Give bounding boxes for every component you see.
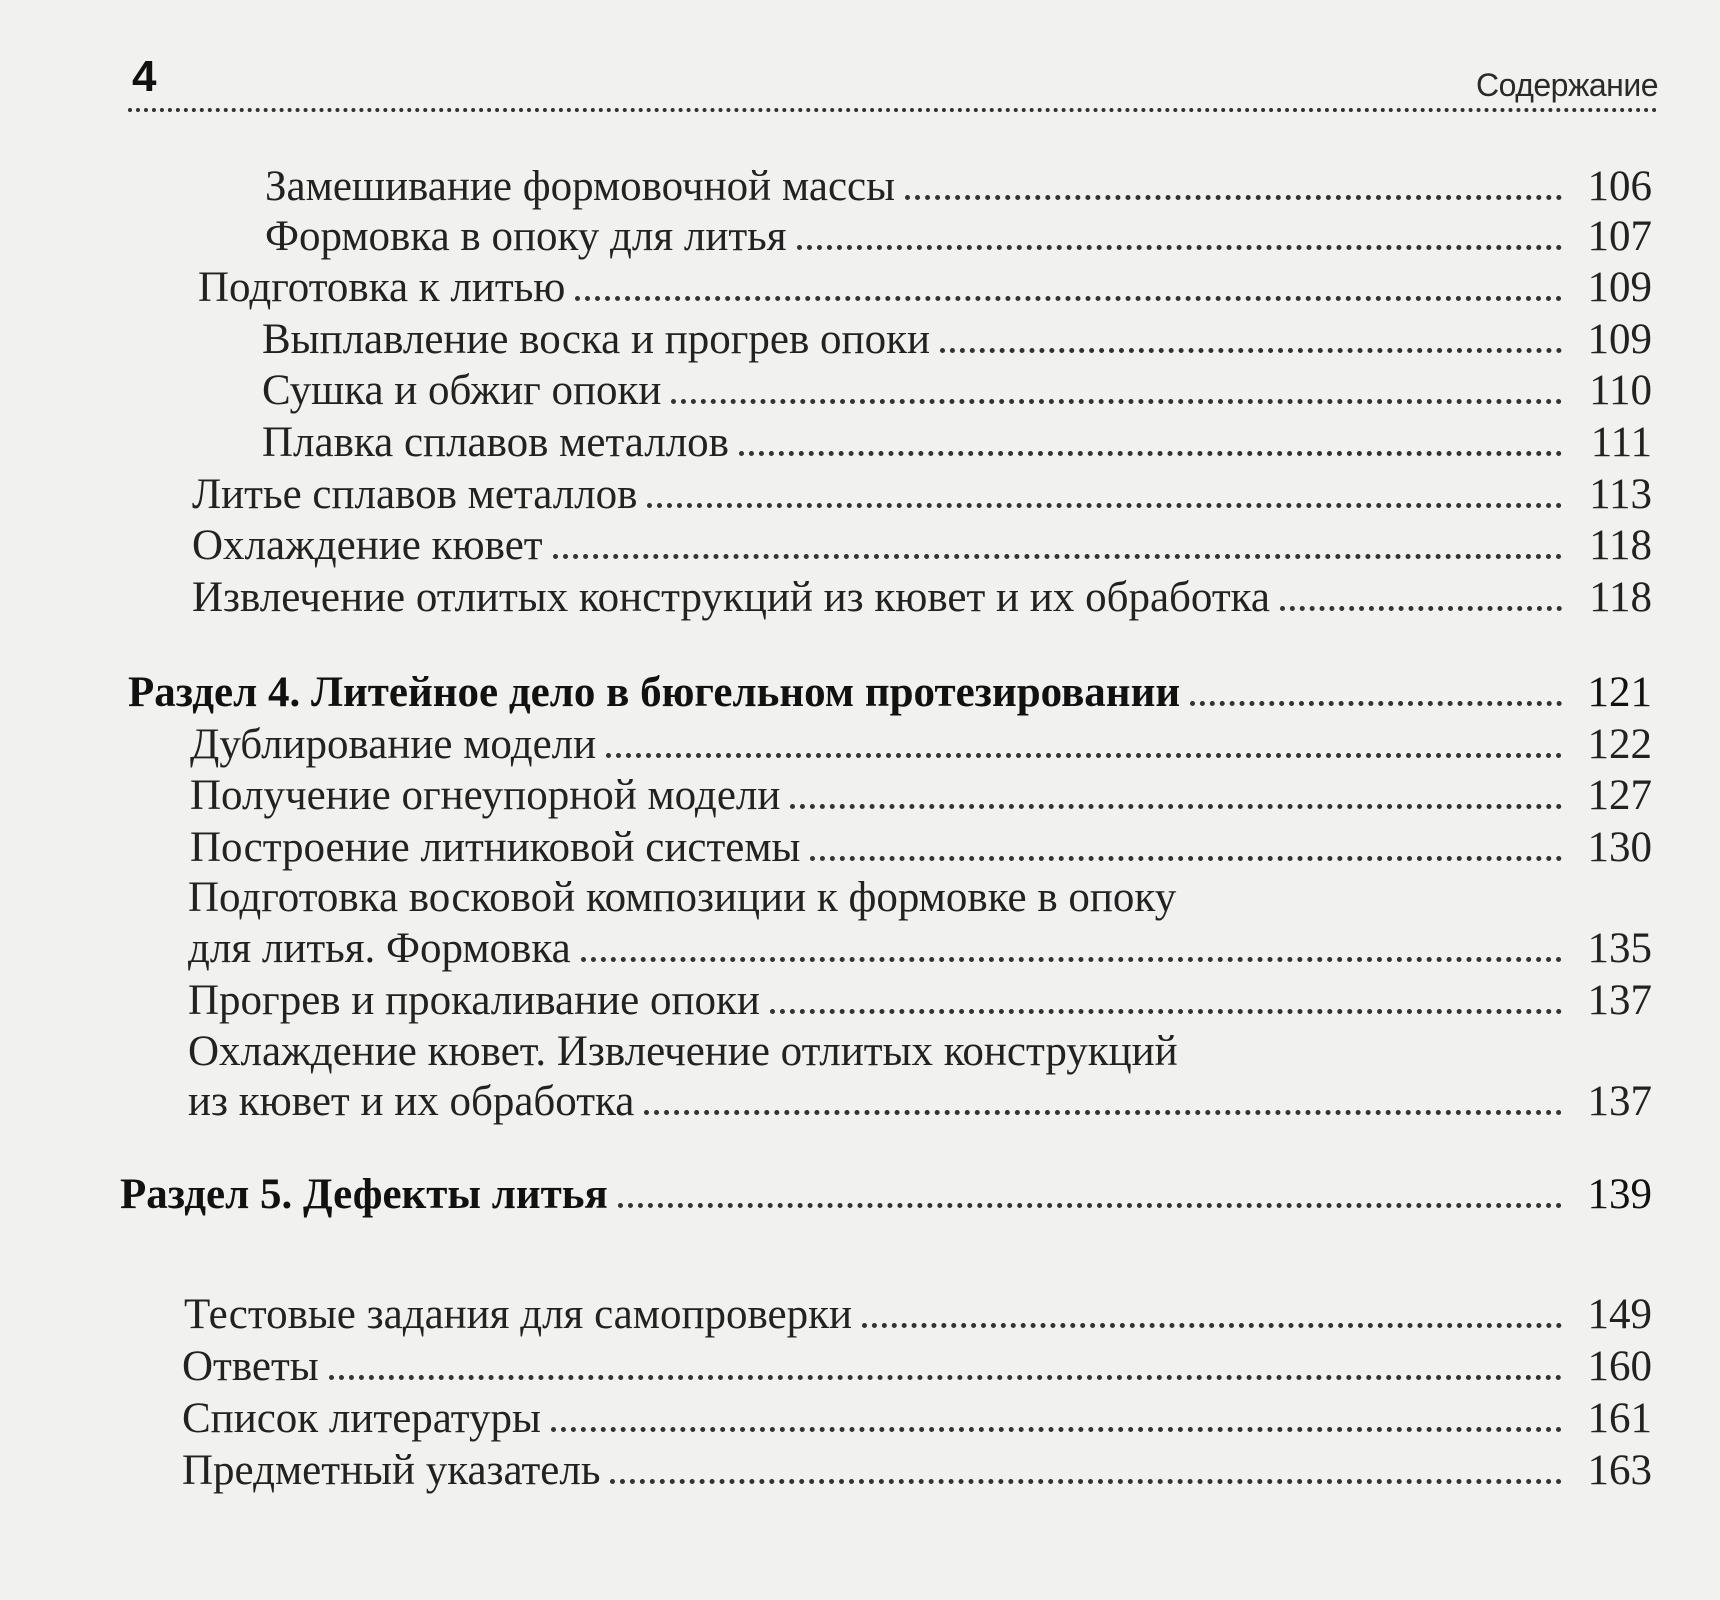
dot-leader xyxy=(790,804,1562,809)
toc-section-entry xyxy=(120,1170,1652,1220)
toc-entry xyxy=(188,1077,1652,1127)
dot-leader xyxy=(581,957,1562,962)
toc-entry-title-line1: Подготовка восковой композиции к формовке в опоку xyxy=(188,874,1177,921)
toc-entry xyxy=(262,366,1652,416)
dot-leader xyxy=(862,1323,1562,1328)
toc-entry-title: Тестовые задания для самопроверки xyxy=(184,1291,853,1338)
toc-entry-title-line2: из кювет и их обработка xyxy=(188,1078,635,1125)
toc-entry-title: Ответы xyxy=(182,1343,319,1390)
toc-entry-page: 163 xyxy=(1587,1447,1652,1494)
dot-leader xyxy=(329,1375,1562,1380)
dot-leader xyxy=(575,296,1562,301)
toc-entry xyxy=(182,1446,1652,1496)
toc-entry-title: Выплавление воска и прогрев опоки xyxy=(262,316,930,363)
toc-entry-title: Подготовка к литью xyxy=(198,264,566,311)
toc-entry-page: 113 xyxy=(1589,471,1652,518)
dot-leader xyxy=(553,554,1562,559)
toc-entry xyxy=(265,162,1652,212)
dot-leader xyxy=(606,753,1562,758)
toc-entry xyxy=(262,418,1652,468)
toc-entry-title: Литье сплавов металлов xyxy=(192,471,638,518)
toc-entry xyxy=(190,720,1652,770)
dot-leader xyxy=(1190,701,1562,706)
toc-entry-page: 149 xyxy=(1587,1291,1652,1338)
toc-entry-page: 111 xyxy=(1590,419,1652,466)
toc-entry xyxy=(184,1290,1652,1340)
toc-entry-page: 106 xyxy=(1587,163,1652,210)
dot-leader xyxy=(770,1009,1562,1014)
toc-entry-title: Замешивание формовочной массы xyxy=(265,163,896,210)
toc-section-entry xyxy=(128,668,1652,718)
toc-entry xyxy=(192,521,1652,571)
toc-entry-title: Список литературы xyxy=(182,1395,541,1442)
dot-leader xyxy=(940,348,1562,353)
toc-entry-title: Прогрев и прокаливание опоки xyxy=(188,977,760,1024)
dot-leader xyxy=(1280,606,1562,611)
toc-entry-title: Извлечение отлитых конструкций из кювет и их обработка xyxy=(192,574,1270,621)
toc-entry-title: Раздел 4. Литейное дело в бюгельном протезировании xyxy=(128,669,1181,716)
page-header xyxy=(128,48,1658,118)
dot-leader xyxy=(610,1479,1562,1484)
dot-leader xyxy=(618,1203,1562,1208)
toc-entry-page: 118 xyxy=(1589,574,1652,621)
toc-entry-title: Сушка и обжиг опоки xyxy=(262,367,662,414)
toc-entry xyxy=(188,924,1652,974)
dot-leader xyxy=(647,503,1562,508)
toc-entry-title: Плавка сплавов металлов xyxy=(262,419,729,466)
toc-entry-page: 127 xyxy=(1587,772,1652,819)
toc-entry-title: Охлаждение кювет xyxy=(192,522,543,569)
dot-leader xyxy=(739,451,1562,456)
toc-entry-title: Предметный указатель xyxy=(182,1447,601,1494)
running-head: Содержание xyxy=(1475,67,1658,103)
toc-entry xyxy=(182,1394,1652,1444)
toc-entry xyxy=(188,976,1652,1026)
toc-entry-title: Формовка в опоку для литья xyxy=(265,213,787,260)
dot-leader xyxy=(671,399,1562,404)
toc-entry xyxy=(192,470,1652,520)
toc-entry-title-line1: Охлаждение кювет. Извлечение отлитых конструкций xyxy=(188,1028,1178,1075)
toc-entry-title-line2: для литья. Формовка xyxy=(188,925,571,972)
toc-entry xyxy=(190,823,1652,873)
toc-entry xyxy=(198,263,1652,313)
toc-entry-page: 109 xyxy=(1587,264,1652,311)
dot-leader xyxy=(810,856,1562,861)
toc-entry-page: 137 xyxy=(1587,977,1652,1024)
toc-entry-page: 137 xyxy=(1587,1078,1652,1125)
toc-entry-page: 130 xyxy=(1587,824,1652,871)
toc-entry-page: 135 xyxy=(1587,925,1652,972)
toc-entry-page: 107 xyxy=(1587,213,1652,260)
toc-entry-page: 109 xyxy=(1587,316,1652,363)
header-dotted-rule xyxy=(128,108,1658,112)
toc-entry-page: 118 xyxy=(1589,522,1652,569)
toc-entry xyxy=(262,315,1652,365)
toc-entry-page: 121 xyxy=(1587,669,1652,716)
toc-entry xyxy=(182,1342,1652,1392)
toc-entry xyxy=(190,771,1652,821)
toc-entry xyxy=(192,573,1652,623)
toc-entry xyxy=(265,212,1652,262)
toc-entry-page: 110 xyxy=(1589,367,1652,414)
toc-entry-title: Раздел 5. Дефекты литья xyxy=(120,1171,608,1218)
dot-leader xyxy=(551,1427,1562,1432)
dot-leader xyxy=(644,1110,1562,1115)
page-number: 4 xyxy=(132,52,157,101)
dot-leader xyxy=(905,195,1562,200)
toc-entry-page: 161 xyxy=(1587,1395,1652,1442)
toc-entry-page: 122 xyxy=(1587,721,1652,768)
toc-entry-title: Получение огнеупорной модели xyxy=(190,772,781,819)
dot-leader xyxy=(797,245,1562,250)
toc-entry-page: 139 xyxy=(1587,1171,1652,1218)
toc-entry-title: Дублирование модели xyxy=(190,721,597,768)
toc-entry-page: 160 xyxy=(1587,1343,1652,1390)
toc-entry-title: Построение литниковой системы xyxy=(190,824,801,871)
